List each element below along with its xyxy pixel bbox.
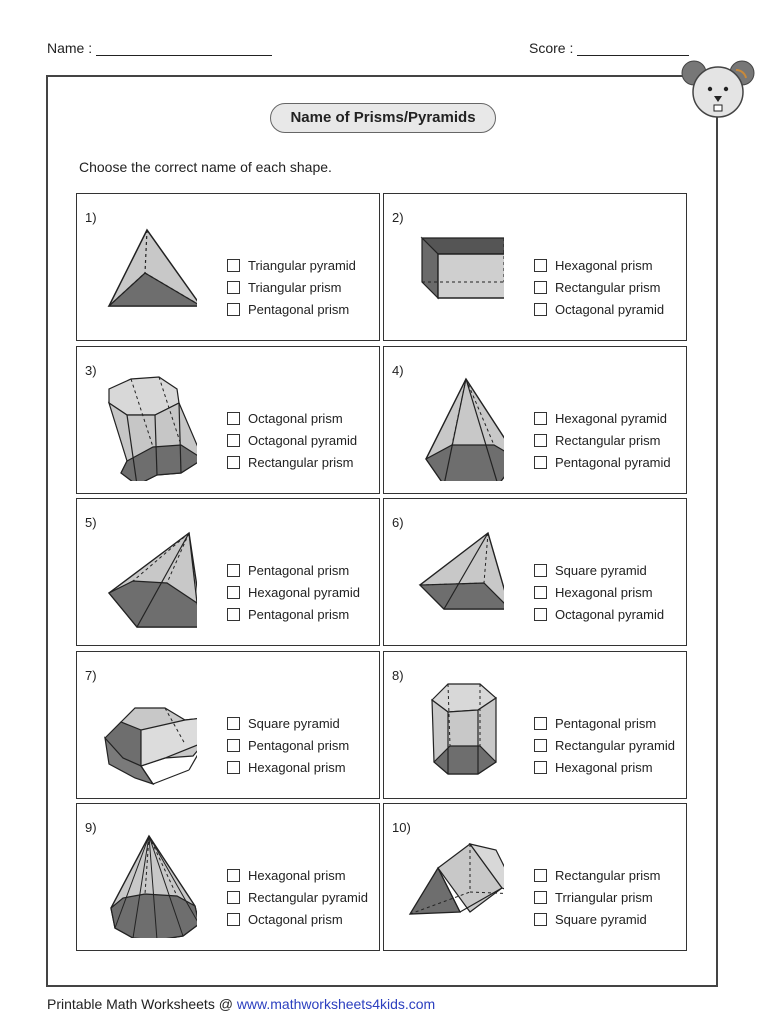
checkbox[interactable]: [534, 739, 547, 752]
question-number: 7): [85, 668, 97, 683]
option-row[interactable]: [534, 712, 675, 734]
question-box-5: [76, 498, 380, 646]
checkbox[interactable]: [227, 717, 240, 730]
score-label: Score :: [529, 40, 574, 56]
answer-options: [227, 407, 357, 473]
square-pyramid-shape-icon: [400, 521, 504, 633]
checkbox[interactable]: [227, 913, 240, 926]
checkbox[interactable]: [227, 761, 240, 774]
option-label: Rectangular prism: [555, 279, 661, 295]
option-row[interactable]: [534, 276, 664, 298]
option-label: Octagonal prism: [248, 911, 343, 927]
option-row[interactable]: [227, 254, 356, 276]
answer-options: [534, 407, 671, 473]
checkbox[interactable]: [534, 869, 547, 882]
checkbox[interactable]: [534, 717, 547, 730]
option-label: Hexagonal prism: [248, 759, 346, 775]
option-label: Hexagonal pyramid: [248, 584, 361, 600]
option-label: Octagonal pyramid: [555, 301, 665, 317]
answer-options: [534, 712, 675, 778]
answer-options: [534, 864, 661, 930]
question-box-7: [76, 651, 380, 799]
option-row[interactable]: [534, 756, 675, 778]
answer-options: [534, 559, 664, 625]
checkbox[interactable]: [534, 303, 547, 316]
option-label: Pentagonal pyramid: [555, 454, 671, 470]
footer-link[interactable]: www.mathworksheets4kids.com: [236, 996, 436, 1012]
question-number: 3): [85, 363, 97, 378]
rectangular-prism-shape-icon: [400, 216, 504, 328]
option-label: Hexagonal prism: [555, 257, 653, 273]
option-label: Octagonal pyramid: [248, 432, 358, 448]
checkbox[interactable]: [227, 259, 240, 272]
option-label: Octagonal prism: [248, 410, 343, 426]
option-label: Trriangular prism: [555, 889, 653, 905]
option-row[interactable]: [227, 734, 349, 756]
question-box-3: [76, 346, 380, 494]
option-row[interactable]: [534, 407, 671, 429]
option-row[interactable]: [227, 581, 360, 603]
question-number: 2): [392, 210, 404, 225]
checkbox[interactable]: [227, 739, 240, 752]
checkbox[interactable]: [534, 913, 547, 926]
option-row[interactable]: [534, 298, 664, 320]
question-box-1: [76, 193, 380, 341]
answer-options: [227, 559, 360, 625]
answer-options: [227, 864, 368, 930]
option-label: Square pyramid: [555, 562, 647, 578]
option-row[interactable]: [227, 407, 357, 429]
option-row[interactable]: [227, 712, 349, 734]
checkbox[interactable]: [534, 586, 547, 599]
option-row[interactable]: [534, 603, 664, 625]
score-line[interactable]: [577, 41, 689, 56]
option-row[interactable]: [227, 886, 368, 908]
answer-options: [227, 712, 349, 778]
option-label: Triangular pyramid: [248, 257, 356, 273]
hexagonal-prism-shape-icon: [93, 674, 197, 786]
question-box-4: [383, 346, 687, 494]
option-row[interactable]: [534, 864, 661, 886]
question-number: 1): [85, 210, 97, 225]
option-label: Pentagonal prism: [248, 606, 350, 622]
checkbox[interactable]: [227, 412, 240, 425]
option-label: Rectangular prism: [555, 432, 661, 448]
option-label: Square pyramid: [248, 715, 340, 731]
checkbox[interactable]: [227, 891, 240, 904]
checkbox[interactable]: [227, 869, 240, 882]
checkbox[interactable]: [227, 586, 240, 599]
option-row[interactable]: [534, 886, 661, 908]
checkbox[interactable]: [534, 761, 547, 774]
answer-options: [534, 254, 664, 320]
option-row[interactable]: [534, 581, 664, 603]
checkbox[interactable]: [534, 891, 547, 904]
checkbox[interactable]: [227, 564, 240, 577]
checkbox[interactable]: [227, 456, 240, 469]
pentagonal-pyramid-shape-icon: [400, 369, 504, 481]
name-field: [47, 40, 272, 56]
option-label: Hexagonal prism: [248, 867, 346, 883]
name-label: Name :: [47, 40, 93, 56]
checkbox[interactable]: [227, 281, 240, 294]
option-row[interactable]: [227, 756, 349, 778]
option-label: Rectangular prism: [555, 867, 661, 883]
option-label: Pentagonal prism: [555, 715, 657, 731]
option-label: Rectangular pyramid: [555, 737, 675, 753]
option-row[interactable]: [227, 298, 356, 320]
option-row[interactable]: [534, 559, 664, 581]
option-row[interactable]: [227, 603, 360, 625]
option-row[interactable]: [534, 734, 675, 756]
option-label: Rectangular pyramid: [248, 889, 368, 905]
hexagonal-pyramid-shape-icon: [93, 521, 197, 633]
checkbox[interactable]: [534, 608, 547, 621]
option-label: Hexagonal prism: [555, 759, 653, 775]
octagonal-prism-shape-icon: [93, 369, 197, 481]
option-label: Pentagonal prism: [248, 301, 350, 317]
option-row[interactable]: [227, 451, 357, 473]
checkbox[interactable]: [534, 412, 547, 425]
checkbox[interactable]: [534, 434, 547, 447]
question-box-2: [383, 193, 687, 341]
question-box-6: [383, 498, 687, 646]
option-label: Hexagonal prism: [555, 584, 653, 600]
footer-text: Printable Math Worksheets @: [47, 996, 237, 1012]
question-box-8: [383, 651, 687, 799]
worksheet-title: Name of Prisms/Pyramids: [270, 103, 496, 133]
option-label: Hexagonal pyramid: [555, 410, 668, 426]
triangular-prism-shape-icon: [400, 826, 504, 938]
question-number: 4): [392, 363, 404, 378]
option-label: Pentagonal prism: [248, 737, 350, 753]
name-line[interactable]: [96, 41, 272, 56]
option-label: Triangular prism: [248, 279, 342, 295]
question-number: 6): [392, 515, 404, 530]
question-number: 5): [85, 515, 97, 530]
checkbox[interactable]: [534, 456, 547, 469]
question-number: 9): [85, 820, 97, 835]
footer: [47, 996, 435, 1012]
pentagonal-prism-shape-icon: [400, 674, 504, 786]
score-field: [529, 40, 689, 56]
question-box-10: [383, 803, 687, 951]
checkbox[interactable]: [534, 281, 547, 294]
option-label: Square pyramid: [555, 911, 647, 927]
option-label: Octagonal pyramid: [555, 606, 665, 622]
option-row[interactable]: [227, 559, 360, 581]
answer-options: [227, 254, 356, 320]
koala-mascot-icon: [680, 58, 760, 124]
question-number: 8): [392, 668, 404, 683]
option-row[interactable]: [227, 864, 368, 886]
checkbox[interactable]: [227, 303, 240, 316]
triangular-pyramid-shape-icon: [93, 216, 197, 328]
option-row[interactable]: [534, 429, 671, 451]
option-label: Pentagonal prism: [248, 562, 350, 578]
option-row[interactable]: [227, 276, 356, 298]
instruction-text: Choose the correct name of each shape.: [79, 159, 332, 175]
option-row[interactable]: [534, 254, 664, 276]
checkbox[interactable]: [227, 434, 240, 447]
checkbox[interactable]: [534, 564, 547, 577]
octagonal-pyramid-shape-icon: [93, 826, 197, 938]
checkbox[interactable]: [227, 608, 240, 621]
question-number: 10): [392, 820, 411, 835]
option-label: Rectangular prism: [248, 454, 354, 470]
checkbox[interactable]: [534, 259, 547, 272]
option-row[interactable]: [227, 908, 368, 930]
question-box-9: [76, 803, 380, 951]
option-row[interactable]: [534, 451, 671, 473]
option-row[interactable]: [534, 908, 661, 930]
option-row[interactable]: [227, 429, 357, 451]
